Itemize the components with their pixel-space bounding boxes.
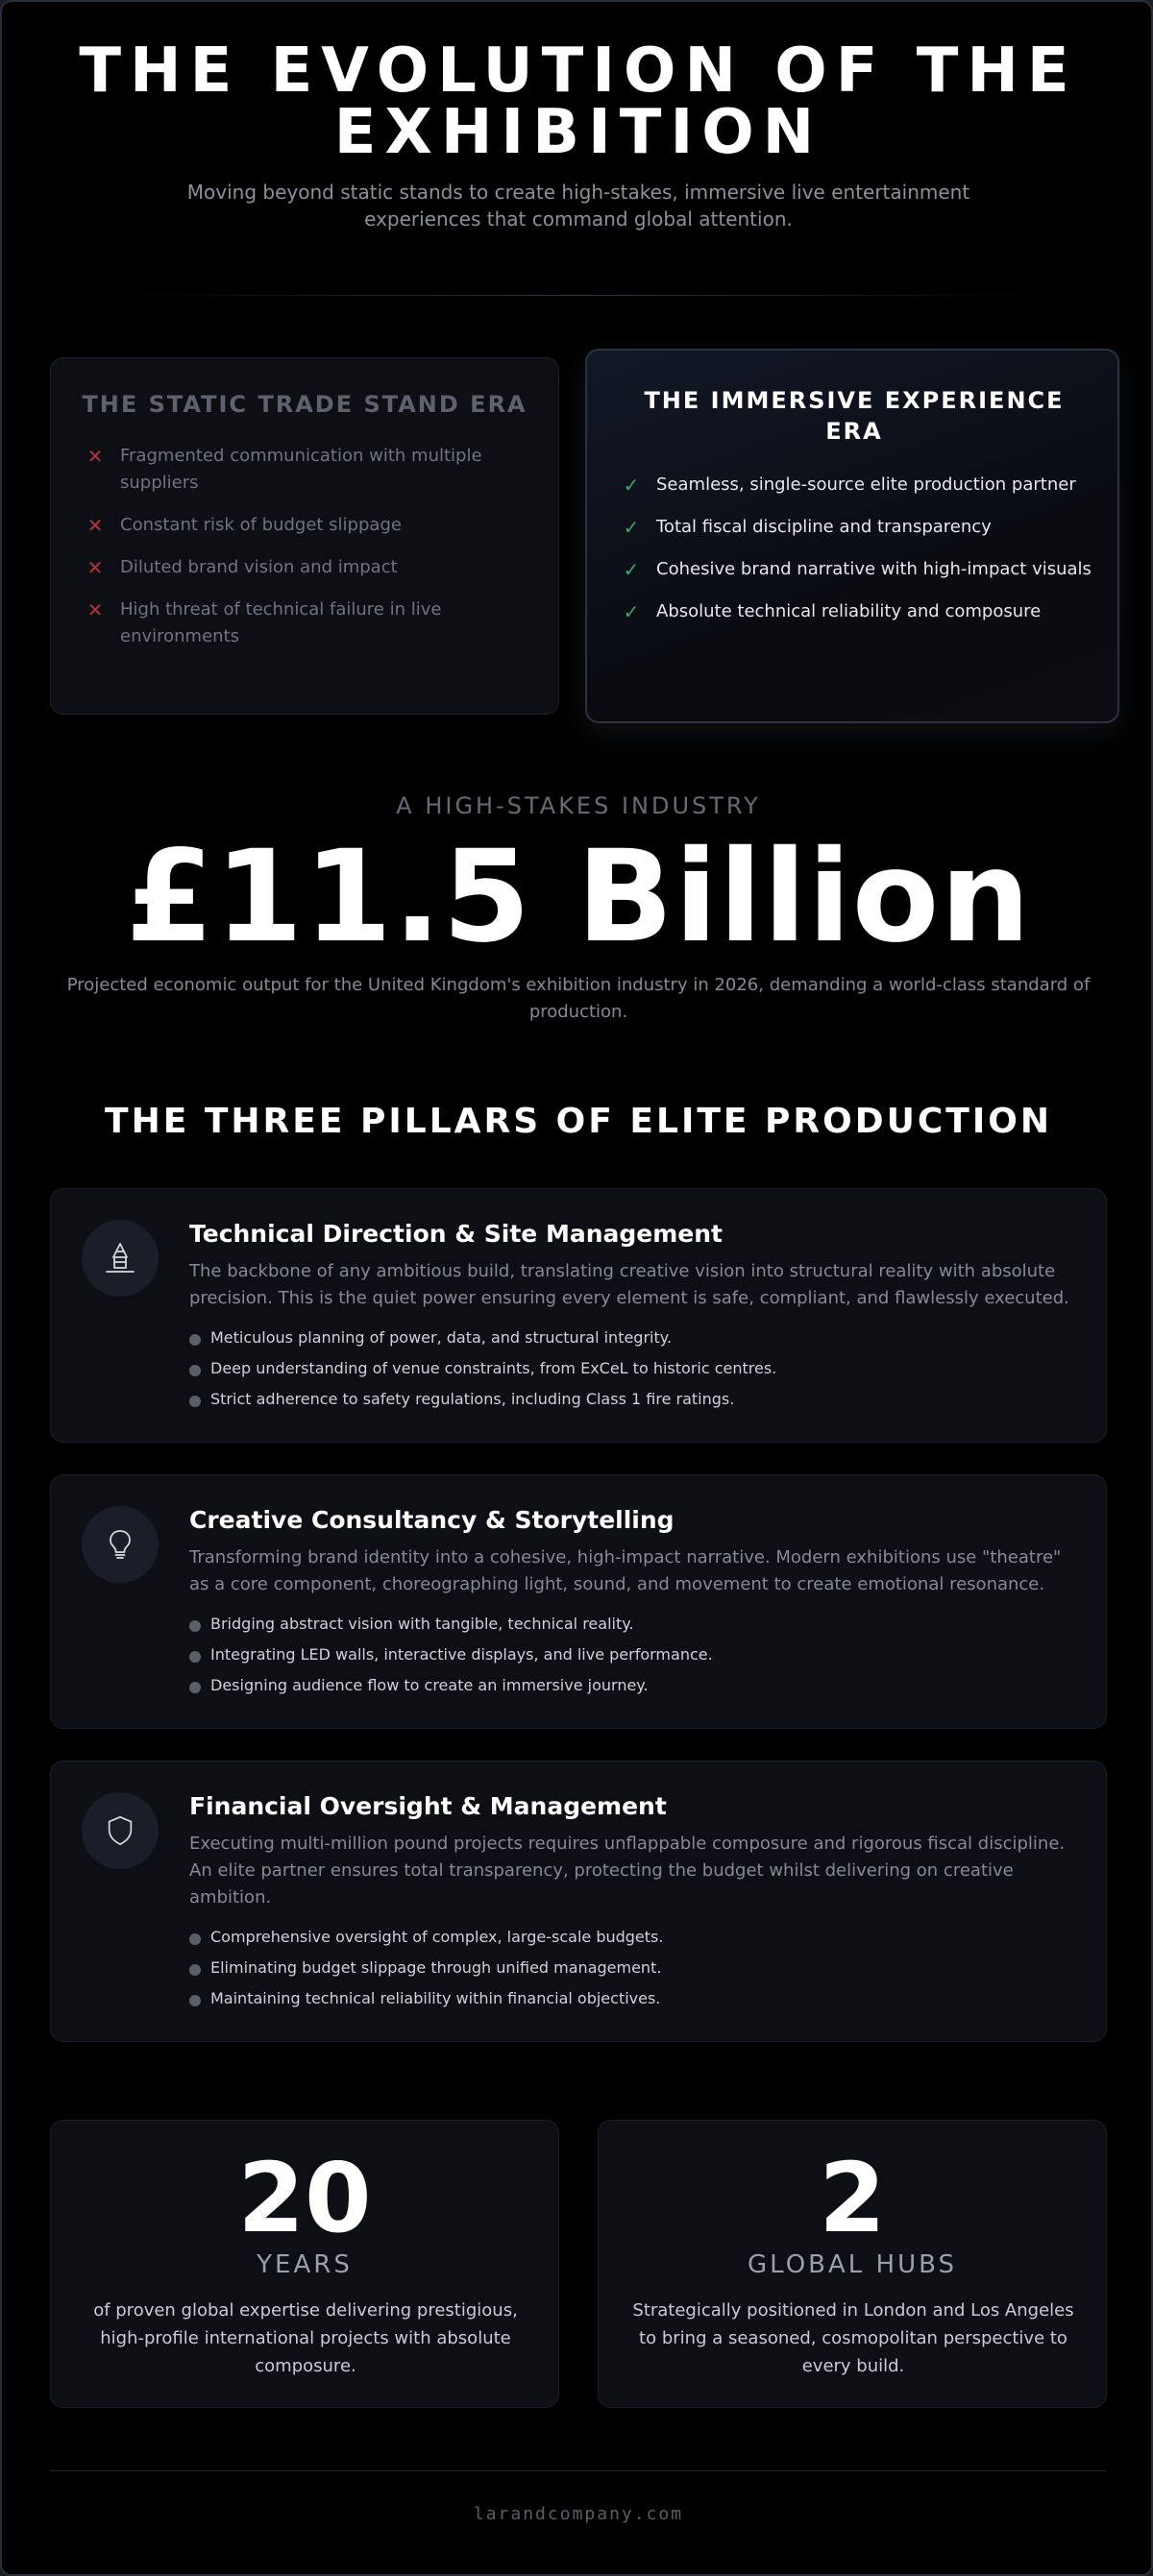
pillar-card-technical <box>50 1188 1107 1443</box>
pillar-icon-badge <box>82 1792 159 1869</box>
lightbulb-icon <box>103 1527 137 1562</box>
stat-description: of proven global expertise delivering prestigious, high-profile international projects with absolute composure. <box>93 2300 518 2376</box>
static-era-list <box>84 443 535 666</box>
immersive-era-item <box>620 514 1100 541</box>
industry-caption: Projected economic output for the United Kingdom's exhibition industry in 2026, demanding a world-class standard of production. <box>66 975 1091 1022</box>
cross-icon: ✕ <box>86 556 104 579</box>
immersive-era-item-text: Total fiscal discipline and transparency <box>656 517 992 537</box>
static-era-item <box>84 554 535 581</box>
stat-card-hubs <box>598 2120 1107 2408</box>
footer-divider <box>50 2470 1107 2471</box>
pillar-point: Designing audience flow to create an immersive journey. <box>189 1675 1083 1696</box>
pillar-point: Meticulous planning of power, data, and structural integrity. <box>189 1327 1083 1349</box>
stat-card-years <box>50 2120 559 2408</box>
pillar-point: Maintaining technical reliability within financial objectives. <box>189 1988 1083 2009</box>
stat-number: 20 <box>237 2142 372 2254</box>
immersive-era-item-text: Cohesive brand narrative with high-impact visuals <box>656 559 1092 579</box>
cross-icon: ✕ <box>86 445 104 468</box>
pillar-description: Transforming brand identity into a cohesive, high-impact narrative. Modern exhibitions use "theatre" as a core component, choreographing light, sound, and movement to create emotional resonance. <box>189 1547 1062 1594</box>
check-icon: ✓ <box>623 558 640 581</box>
check-icon: ✓ <box>623 516 640 539</box>
static-era-item-text: High threat of technical failure in live environments <box>120 599 442 646</box>
pillar-card-creative <box>50 1474 1107 1729</box>
industry-value: £11.5 Billion <box>125 823 1032 971</box>
static-era-item-text: Fragmented communication with multiple suppliers <box>120 446 482 493</box>
crane-icon <box>103 1241 137 1276</box>
stat-unit: GLOBAL HUBS <box>747 2250 957 2279</box>
page-subtitle: Moving beyond static stands to create high-stakes, immersive live entertainment experiences that command global attention. <box>186 181 970 231</box>
pillar-title: Technical Direction & Site Management <box>189 1220 723 1248</box>
pillar-description: Executing multi-million pound projects requires unflappable composure and rigorous fiscal discipline. An elite partner ensures total transparency, protecting the budget whilst delivering on creative ambition. <box>189 1834 1066 1908</box>
pillar-points <box>189 1327 1083 1420</box>
immersive-era-title: THE IMMERSIVE EXPERIENCE ERA <box>644 387 1065 445</box>
pillar-title: Creative Consultancy & Storytelling <box>189 1506 675 1534</box>
cross-icon: ✕ <box>86 598 104 621</box>
pillar-point: Deep understanding of venue constraints, from ExCeL to historic centres. <box>189 1358 1083 1379</box>
immersive-era-card <box>585 349 1119 723</box>
static-era-item-text: Constant risk of budget slippage <box>120 515 402 535</box>
footer-url: larandcompany.com <box>473 2504 684 2524</box>
static-era-item <box>84 596 535 650</box>
shield-icon <box>104 1814 136 1847</box>
immersive-era-item-text: Seamless, single-source elite production partner <box>656 474 1076 495</box>
cross-icon: ✕ <box>86 514 104 537</box>
pillar-point: Comprehensive oversight of complex, large-scale budgets. <box>189 1927 1083 1948</box>
pillar-points <box>189 1614 1083 1706</box>
title-line-2: EXHIBITION <box>333 97 823 168</box>
pillar-points <box>189 1927 1083 2019</box>
static-era-card <box>50 357 559 715</box>
immersive-era-item <box>620 472 1100 498</box>
header-divider <box>98 295 1059 296</box>
title-line-1: THE EVOLUTION OF THE <box>79 36 1078 107</box>
check-icon: ✓ <box>623 474 640 497</box>
pillar-title: Financial Oversight & Management <box>189 1792 667 1820</box>
pillar-point: Strict adherence to safety regulations, including Class 1 fire ratings. <box>189 1389 1083 1410</box>
pillar-point: Integrating LED walls, interactive displays, and live performance. <box>189 1644 1083 1665</box>
check-icon: ✓ <box>623 600 640 623</box>
stat-number: 2 <box>819 2142 886 2254</box>
immersive-era-item <box>620 598 1100 625</box>
static-era-item <box>84 512 535 539</box>
static-era-item-text: Diluted brand vision and impact <box>120 557 398 577</box>
stat-description: Strategically positioned in London and Los Angeles to bring a seasoned, cosmopolitan perspective to every build. <box>632 2300 1074 2376</box>
pillar-icon-badge <box>82 1220 159 1297</box>
static-era-title: THE STATIC TRADE STAND ERA <box>82 391 527 418</box>
pillar-icon-badge <box>82 1506 159 1583</box>
pillar-point: Bridging abstract vision with tangible, technical reality. <box>189 1614 1083 1635</box>
page-title <box>2 36 1153 168</box>
pillar-card-financial <box>50 1761 1107 2042</box>
immersive-era-item <box>620 556 1100 583</box>
stat-unit: YEARS <box>257 2250 353 2279</box>
pillar-point: Eliminating budget slippage through unified management. <box>189 1957 1083 1979</box>
static-era-item <box>84 443 535 497</box>
immersive-era-list <box>620 472 1100 641</box>
pillar-description: The backbone of any ambitious build, translating creative vision into structural reality with absolute precision. This is the quiet power ensuring every element is safe, compliant, and flawlessly executed. <box>189 1261 1069 1308</box>
pillars-title: THE THREE PILLARS OF ELITE PRODUCTION <box>105 1102 1052 1141</box>
immersive-era-item-text: Absolute technical reliability and composure <box>656 601 1042 621</box>
industry-label: A HIGH-STAKES INDUSTRY <box>396 792 761 819</box>
